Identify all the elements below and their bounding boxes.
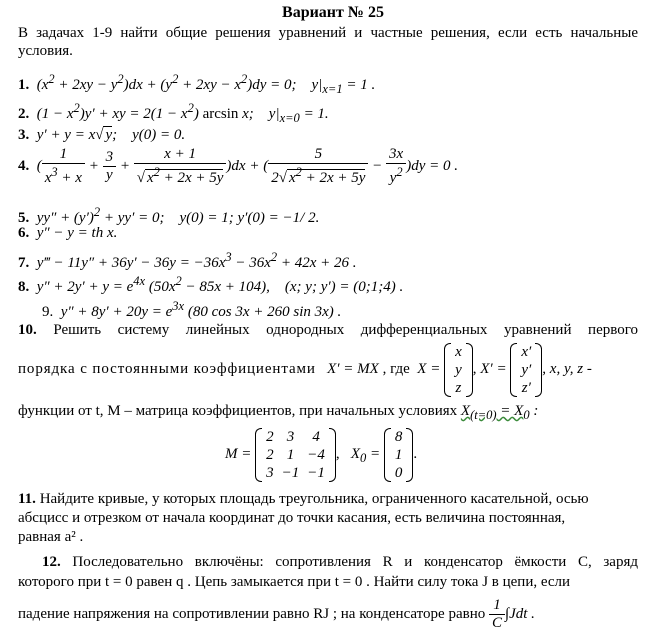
problem-number: 2. (18, 106, 30, 122)
intro-text: В задачах 1-9 найти общие решения уравнений и частные решения, если есть начальные условия. (18, 25, 638, 59)
where-label: , где (382, 361, 410, 377)
problem-2: 2. $(1 - x^2)y'$ + xy = $2(1 - x^2)$ arcsin x; $y|_{x=0} = 1$. (18, 101, 329, 125)
matrix-m: 2 3 4 2 1 −4 3 −1 −1 (255, 428, 336, 482)
vector-x-prime: x′ y′ z′ (510, 343, 542, 397)
problem-12-line2: которого при t = 0 равен q . Цепь замыкается при t = 0 . Найти силу тока J в цепи, если (18, 574, 571, 590)
page-title: Вариант № 25 (282, 4, 384, 21)
problem-number: 11. (18, 491, 36, 507)
problem-11-text: Найдите кривые, у которых площадь треугольника, ограниченного касательной, осью (39, 491, 589, 507)
problem-9: 9. $y'' + 8y' + 20y = e^{3x}$ (80 cos 3x + 260 sin 3x) . (42, 299, 342, 320)
problem-10-text: Решить систему линейных однородных дифференциальных уравнений первого (53, 322, 638, 338)
problem-11-line1 (18, 490, 589, 508)
system-equation: X′ = MX (327, 361, 379, 377)
problem-1: 1. $(x^2 + 2xy - y^2)dx + (y^2 + 2xy - x^2)dy = 0$; $y|_{x=1} = 1$ . (18, 72, 376, 96)
integral-expression: ∫Jdt . (505, 606, 535, 622)
problem-6: 6. y″ − y = th x. (18, 225, 118, 241)
problem-number: 12. (42, 554, 61, 570)
problem-number: 5. (18, 210, 30, 226)
functions-note: , x, y, z - (542, 361, 592, 377)
problem-number: 8. (18, 279, 30, 295)
problem-10-line3: функции от t, M – матрица коэффициентов, при начальных условиях $X_{(t=0)} = X_0$ : (18, 403, 539, 422)
problem-11-line3: равная a² . (18, 529, 84, 545)
problem-12-text: Последовательно включёны: сопротивления R и конденсатор ёмкости C, заряд (72, 554, 638, 570)
problem-12-line3: падение напряжения на сопротивлении равно RJ ; на конденсаторе равно $\frac{1}{C}$ ∫Jdt . (18, 597, 535, 632)
initial-condition: $X_{(t=0)} = X_0$ (460, 403, 530, 422)
problem-11-line2: абсцисс и отрезком от начала координат до точки касания, есть величина постоянная, (18, 510, 566, 526)
problem-4: 4. ( $\frac{1}{x^3 + x}$ + $\frac{3}{y}$ + $\frac{x + 1}{√ x^2 + 2x + 5y}$ )dx + ( $\frac{5}{2√ x^2 + 2x + 5y}$ − $\frac{3x}{y^2}$ )dy = 0 . (18, 146, 458, 187)
problem-number: 3. (18, 127, 30, 143)
problem-10-line2: порядка с постоянными коэффициентами X′ = MX , где X = x y z , X′ = x′ y′ z′ , x, y, z - (18, 343, 592, 396)
problem-number: 1. (18, 77, 30, 93)
vector-x0: 8 1 0 (384, 428, 414, 482)
problem-5: 5. $yy'' + (y')^2 + yy' = 0$; y(0) = 1; y′(0) = −1/ 2. (18, 205, 320, 226)
problem-number: 7. (18, 255, 30, 271)
problem-number: 9. (42, 304, 54, 320)
problem-8: 8. $y'' + 2y' + y = e^{4x}$ $(50x^2 - 85x + 104)$, (x; y; y′) = (0;1;4) . (18, 274, 404, 295)
problem-3: 3. y′ + y = x√ y; y(0) = 0. (18, 127, 186, 143)
problem-number: 10. (18, 322, 37, 338)
vector-x: x y z (444, 343, 473, 397)
problem-10-text: функции от t, M – матрица коэффициентов, при начальных условиях (18, 403, 458, 419)
matrix-block: M = 2 3 4 2 1 −4 3 −1 −1 , $X_0$ = 8 1 0 . (225, 428, 418, 481)
problem-number: 4. (18, 158, 30, 174)
problem-number: 6. (18, 225, 30, 241)
problem-12-text: падение напряжения на сопротивлении равно RJ ; на конденсаторе равно (18, 606, 486, 622)
problem-10-text: порядка с постоянными коэффициентами (18, 361, 316, 377)
problem-7: 7. y‴ − $11y'' + 36y' - 36y = -36x^3 - 36x^2 + 42x + 26$ . (18, 250, 357, 271)
